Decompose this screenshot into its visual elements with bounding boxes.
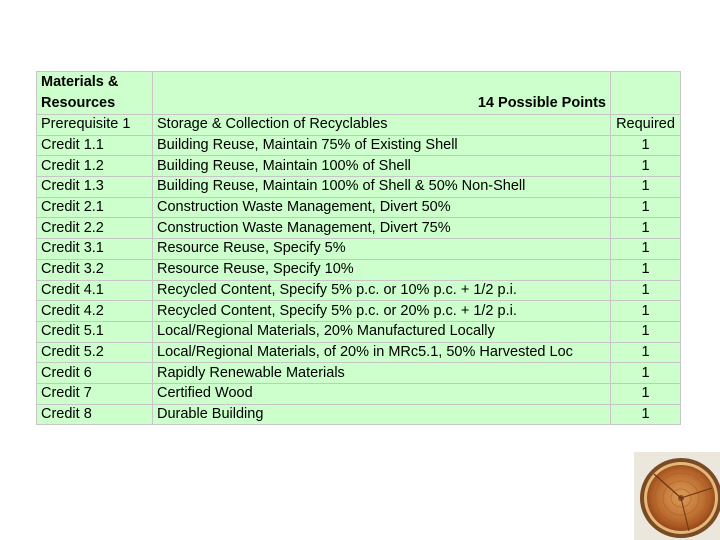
table-body — [37, 72, 681, 425]
credit-id-cell: Credit 4.2 — [37, 301, 153, 322]
credit-id-cell: Credit 6 — [37, 363, 153, 384]
table-row — [37, 197, 681, 218]
credit-points-cell: 1 — [611, 280, 681, 301]
header-empty-cell — [611, 72, 681, 115]
possible-points-header: 14 Possible Points — [153, 72, 611, 115]
category-header — [37, 72, 153, 115]
table-row — [37, 321, 681, 342]
table-row — [37, 239, 681, 260]
credit-points-cell: 1 — [611, 404, 681, 425]
credit-name-cell: Construction Waste Management, Divert 50% — [153, 197, 611, 218]
credit-name-cell: Local/Regional Materials, 20% Manufactured Locally — [153, 321, 611, 342]
credit-points-cell: 1 — [611, 239, 681, 260]
credit-name-cell: Local/Regional Materials, of 20% in MRc5.1, 50% Harvested Loc — [153, 342, 611, 363]
credit-id-cell: Credit 8 — [37, 404, 153, 425]
table-row — [37, 259, 681, 280]
credit-points-cell: 1 — [611, 301, 681, 322]
credit-name-cell: Resource Reuse, Specify 5% — [153, 239, 611, 260]
credit-id-cell: Credit 5.2 — [37, 342, 153, 363]
credit-points-cell: 1 — [611, 135, 681, 156]
credits-table — [36, 71, 681, 425]
credit-name-cell: Recycled Content, Specify 5% p.c. or 10% p.c. + 1/2 p.i. — [153, 280, 611, 301]
table-row — [37, 218, 681, 239]
credit-id-cell: Credit 3.1 — [37, 239, 153, 260]
credit-name-cell: Building Reuse, Maintain 100% of Shell — [153, 156, 611, 177]
credit-points-cell: 1 — [611, 342, 681, 363]
table-row — [37, 115, 681, 136]
credit-name-cell: Certified Wood — [153, 383, 611, 404]
credit-id-cell: Credit 4.1 — [37, 280, 153, 301]
credit-name-cell: Building Reuse, Maintain 75% of Existing Shell — [153, 135, 611, 156]
credit-points-cell: 1 — [611, 363, 681, 384]
category-header-line1: Materials & — [41, 74, 119, 90]
credit-name-cell: Resource Reuse, Specify 10% — [153, 259, 611, 280]
credit-id-cell: Credit 2.1 — [37, 197, 153, 218]
credit-name-cell: Construction Waste Management, Divert 75% — [153, 218, 611, 239]
credit-points-cell: 1 — [611, 156, 681, 177]
credit-points-cell: 1 — [611, 177, 681, 198]
table-row — [37, 135, 681, 156]
table-row — [37, 177, 681, 198]
credit-id-cell: Credit 1.3 — [37, 177, 153, 198]
table-row — [37, 342, 681, 363]
credit-points-cell: 1 — [611, 321, 681, 342]
table-row — [37, 156, 681, 177]
category-header-line2: Resources — [41, 95, 116, 111]
table-row — [37, 280, 681, 301]
credit-id-cell: Prerequisite 1 — [37, 115, 153, 136]
credit-name-cell: Rapidly Renewable Materials — [153, 363, 611, 384]
credit-points-cell: 1 — [611, 259, 681, 280]
credit-id-cell: Credit 3.2 — [37, 259, 153, 280]
credit-name-cell: Storage & Collection of Recyclables — [153, 115, 611, 136]
header-row — [37, 72, 681, 115]
table-row — [37, 301, 681, 322]
credit-id-cell: Credit 2.2 — [37, 218, 153, 239]
wood-log-cross-section-icon — [634, 452, 720, 540]
credit-points-cell: 1 — [611, 383, 681, 404]
credit-id-cell: Credit 7 — [37, 383, 153, 404]
credit-points-cell: 1 — [611, 218, 681, 239]
credit-id-cell: Credit 1.1 — [37, 135, 153, 156]
credit-id-cell: Credit 1.2 — [37, 156, 153, 177]
credit-points-cell: 1 — [611, 197, 681, 218]
credit-name-cell: Recycled Content, Specify 5% p.c. or 20% p.c. + 1/2 p.i. — [153, 301, 611, 322]
credit-id-cell: Credit 5.1 — [37, 321, 153, 342]
credit-name-cell: Building Reuse, Maintain 100% of Shell & 50% Non-Shell — [153, 177, 611, 198]
table-row — [37, 363, 681, 384]
credit-name-cell: Durable Building — [153, 404, 611, 425]
credit-points-cell: Required — [611, 115, 681, 136]
table-row — [37, 404, 681, 425]
table-row — [37, 383, 681, 404]
